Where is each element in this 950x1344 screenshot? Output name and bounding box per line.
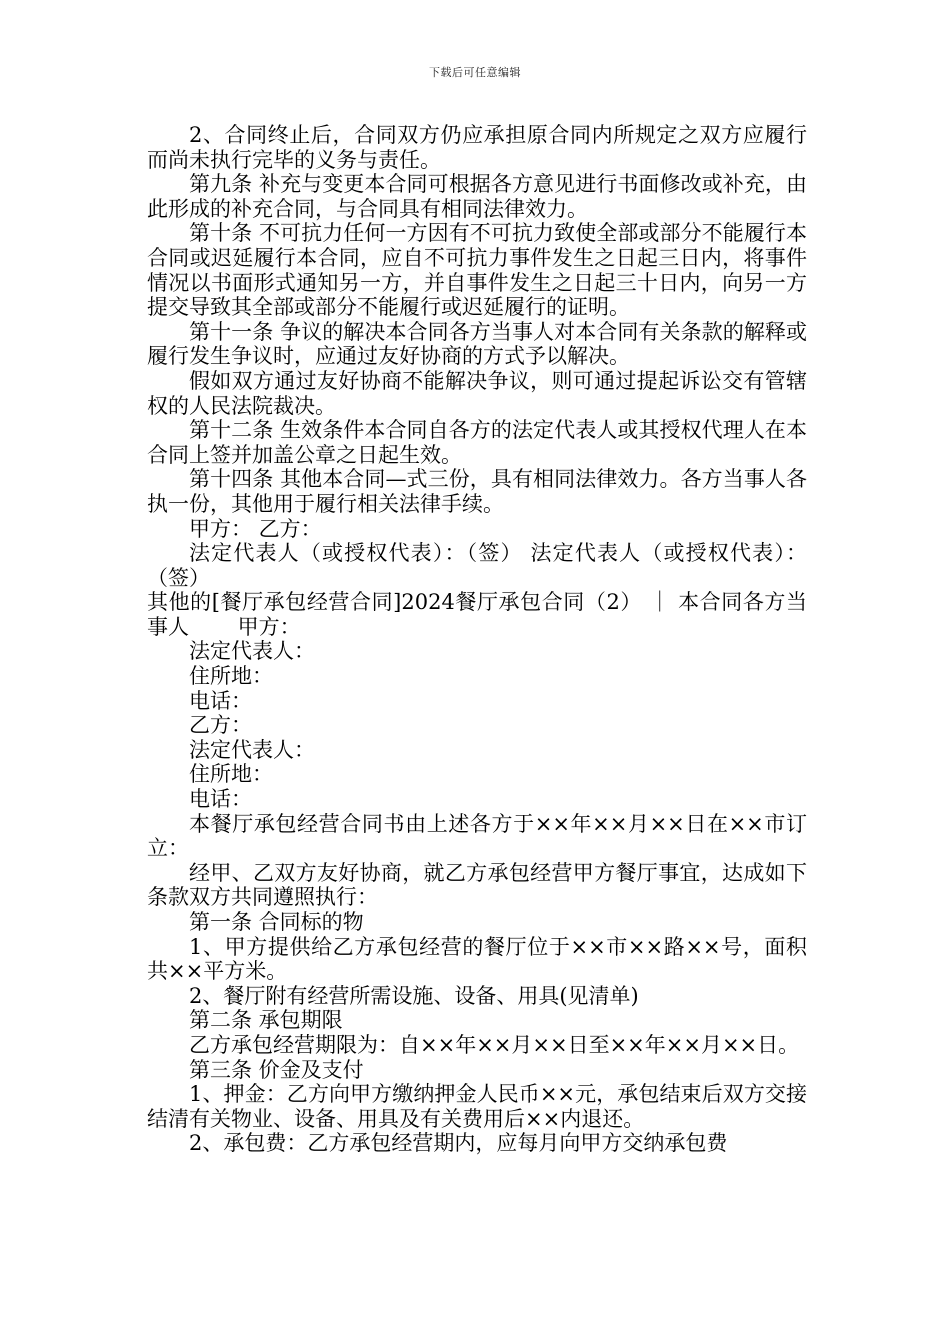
- document-body: [147, 123, 807, 1156]
- party-field: 电话：: [189, 688, 252, 713]
- paragraph: 经甲、乙双方友好协商，就乙方承包经营甲方餐厅事宜，达成如下条款双方共同遵照执行：: [147, 860, 807, 910]
- paragraph: 1、甲方提供给乙方承包经营的餐厅位于××市××路××号，面积共××平方米。: [147, 934, 807, 984]
- section-heading: 其他的[餐厅承包经营合同]2024餐厅承包合同（2） ｜ 本合同各方当事人 甲方：: [147, 590, 807, 639]
- page-header: 下载后可任意编辑: [429, 66, 521, 79]
- paragraph: 第十一条 争议的解决本合同各方当事人对本合同有关条款的解释或履行发生争议时，应通过友好协商的方式予以解决。: [147, 319, 807, 369]
- paragraph: 第十四条 其他本合同—式三份，具有相同法律效力。各方当事人各执一份，其他用于履行相关法律手续。: [147, 467, 807, 516]
- signature-line: 法定代表人（或授权代表）：（签） 法定代表人（或授权代表）：（签）: [147, 541, 807, 590]
- article-heading: 第二条 承包期限: [189, 1008, 343, 1033]
- party-field: 乙方：: [189, 713, 252, 738]
- article-heading: 第三条 价金及支付: [189, 1057, 364, 1082]
- paragraph: 2、承包费：乙方承包经营期内，应每月向甲方交纳承包费: [189, 1131, 728, 1156]
- paragraph: 第十二条 生效条件本合同自各方的法定代表人或其授权代理人在本合同上签并加盖公章之日起生效。: [147, 418, 807, 467]
- party-field: 住所地：: [189, 664, 273, 689]
- party-field: 住所地：: [189, 762, 273, 787]
- party-field: 法定代表人：: [189, 639, 315, 664]
- paragraph: 2、合同终止后，合同双方仍应承担原合同内所规定之双方应履行而尚未执行完毕的义务与责任。: [147, 123, 807, 172]
- signature-line: 甲方： 乙方：: [189, 516, 322, 541]
- paragraph: 本餐厅承包经营合同书由上述各方于××年××月××日在××市订立：: [147, 811, 807, 861]
- paragraph: 1、押金：乙方向甲方缴纳押金人民币××元，承包结束后双方交接结清有关物业、设备、用具及有关费用后××内退还。: [147, 1082, 807, 1131]
- paragraph: 假如双方通过友好协商不能解决争议，则可通过提起诉讼交有管辖权的人民法院裁决。: [147, 368, 807, 418]
- paragraph: 2、餐厅附有经营所需设施、设备、用具(见清单): [189, 983, 639, 1008]
- article-heading: 第一条 合同标的物: [189, 910, 364, 934]
- party-field: 电话：: [189, 787, 252, 812]
- party-field: 法定代表人：: [189, 737, 315, 762]
- paragraph: 第九条 补充与变更本合同可根据各方意见进行书面修改或补充，由此形成的补充合同，与合同具有相同法律效力。: [147, 172, 807, 221]
- paragraph: 第十条 不可抗力任何一方因有不可抗力致使全部或部分不能履行本合同或迟延履行本合同，应自不可抗力事件发生之日起三日内，将事件情况以书面形式通知另一方，并自事件发生之日起三十日内，向另一方提交导致其全部或部分不能履行或迟延履行的证明。: [147, 221, 807, 320]
- paragraph: 乙方承包经营期限为：自××年××月××日至××年××月××日。: [189, 1032, 800, 1057]
